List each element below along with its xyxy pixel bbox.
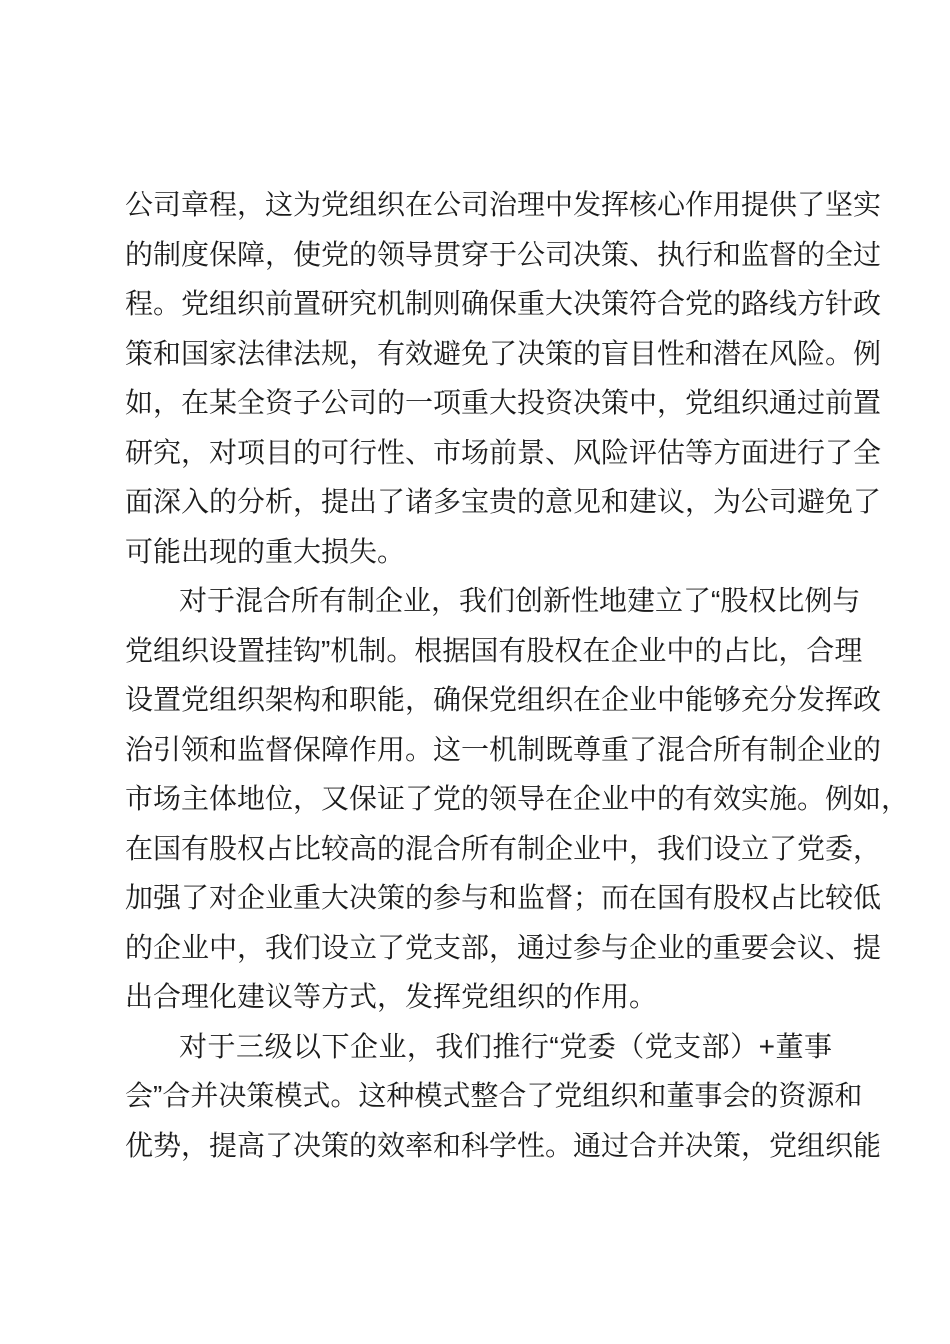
text-line: 的企业中，我们设立了党支部，通过参与企业的重要会议、提 xyxy=(125,931,882,963)
text-line: 加强了对企业重大决策的参与和监督；而在国有股权占比较低 xyxy=(125,882,882,913)
text-line: 策和国家法律法规，有效避免了决策的盲目性和潜在风险。例 xyxy=(125,337,882,369)
text-line: 公司章程，这为党组织在公司治理中发挥核心作用提供了坚实 xyxy=(125,189,882,220)
text-line: 程。党组织前置研究机制则确保重大决策符合党的路线方针政 xyxy=(125,288,882,319)
paragraph xyxy=(125,180,882,576)
text-line: 对于混合所有制企业，我们创新性地建立了“股权比例与 xyxy=(179,585,861,616)
text-line: 市场主体地位，又保证了党的领导在企业中的有效实施。例如， xyxy=(125,783,910,814)
paragraph xyxy=(125,1022,882,1171)
text-line: 党组织设置挂钩”机制。根据国有股权在企业中的占比，合理 xyxy=(125,634,863,666)
text-line: 治引领和监督保障作用。这一机制既尊重了混合所有制企业的 xyxy=(125,733,882,765)
text-line: 在国有股权占比较高的混合所有制企业中，我们设立了党委， xyxy=(125,832,882,864)
text-line: 的制度保障，使党的领导贯穿于公司决策、执行和监督的全过 xyxy=(125,238,882,270)
text-line: 设置党组织架构和职能，确保党组织在企业中能够充分发挥政 xyxy=(125,684,882,715)
text-line: 如，在某全资子公司的一项重大投资决策中，党组织通过前置 xyxy=(125,387,882,418)
text-line: 面深入的分析，提出了诸多宝贵的意见和建议，为公司避免了 xyxy=(125,486,882,517)
text-line: 可能出现的重大损失。 xyxy=(125,535,406,567)
text-line: 对于三级以下企业，我们推行“党委（党支部）+董事 xyxy=(179,1030,832,1062)
text-line: 会”合并决策模式。这种模式整合了党组织和董事会的资源和 xyxy=(125,1080,863,1111)
text-line: 研究，对项目的可行性、市场前景、风险评估等方面进行了全 xyxy=(125,436,882,468)
text-line: 出合理化建议等方式，发挥党组织的作用。 xyxy=(125,981,658,1012)
paragraph xyxy=(125,576,910,1022)
text-line: 优势，提高了决策的效率和科学性。通过合并决策，党组织能 xyxy=(125,1129,882,1161)
text-body xyxy=(125,180,910,1170)
